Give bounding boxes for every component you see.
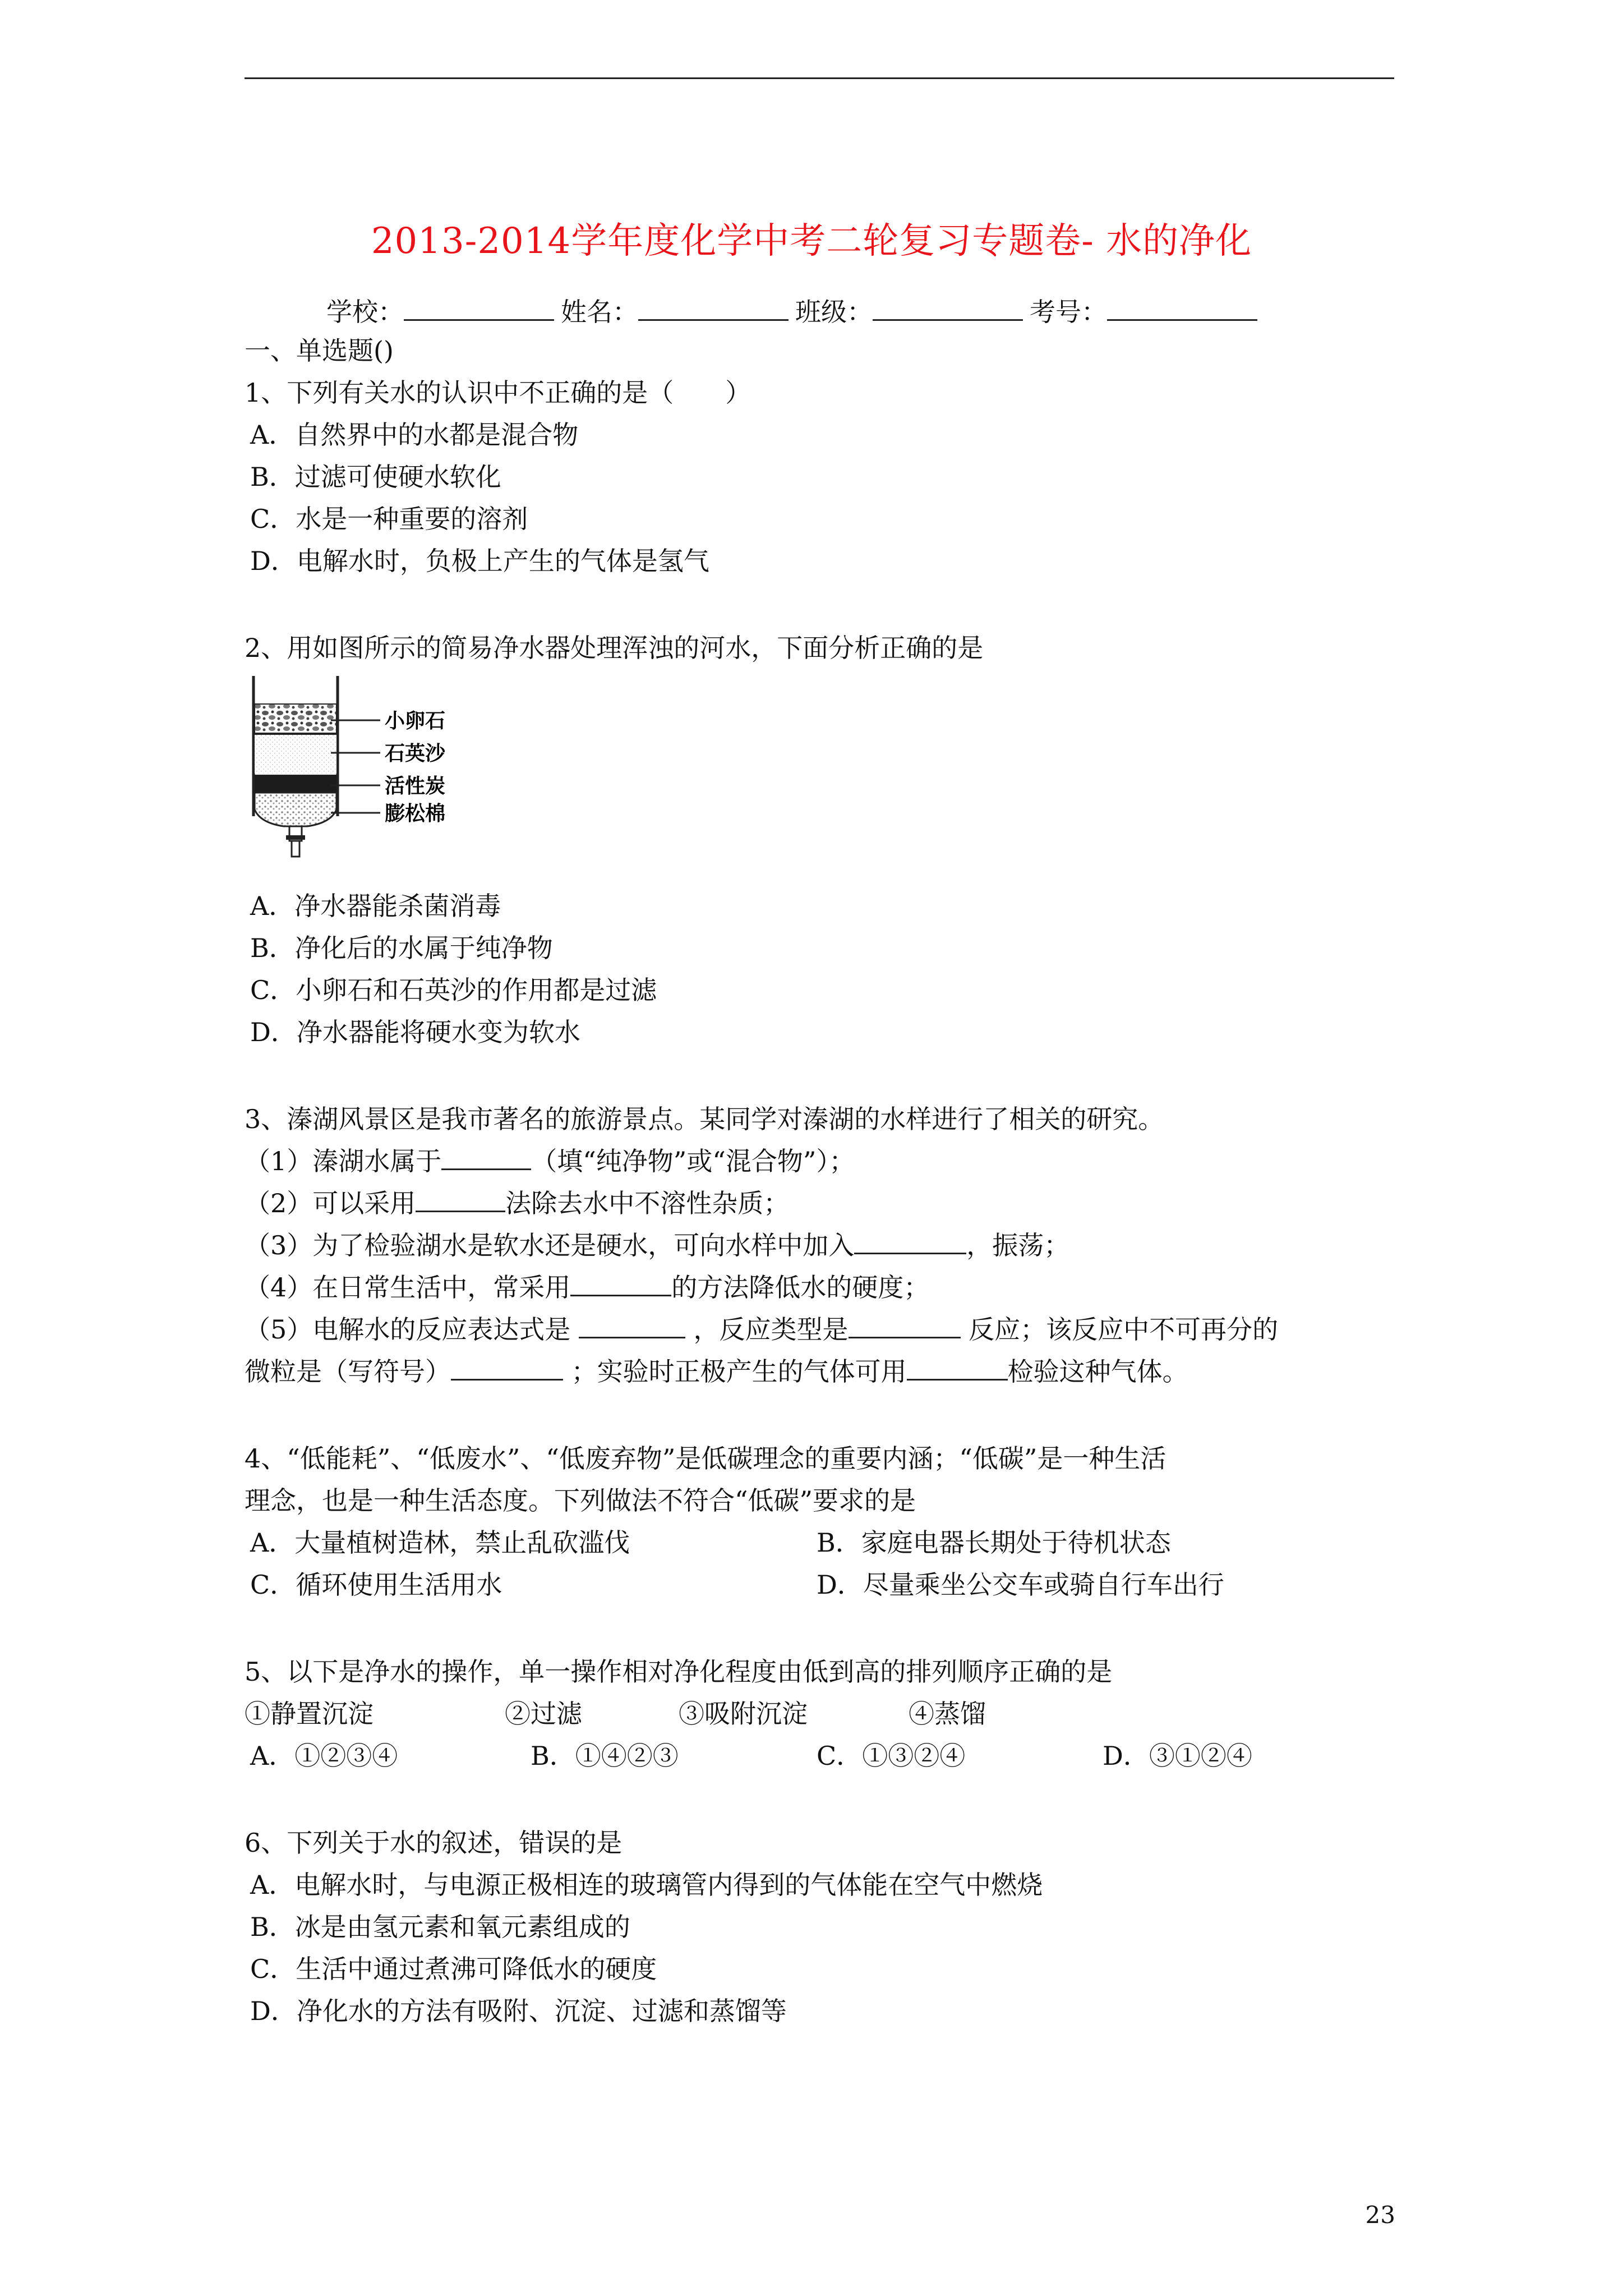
- q3-blank-8[interactable]: [907, 1359, 1008, 1381]
- q5-step-3: ③吸附沉淀: [679, 1699, 808, 1729]
- exam-no-label: 考号：: [1030, 297, 1107, 327]
- school-blank[interactable]: [404, 298, 554, 321]
- q3-blank-3[interactable]: [854, 1232, 966, 1254]
- label-pebbles: 小卵石: [385, 709, 446, 733]
- q3-blank-6[interactable]: [849, 1317, 961, 1338]
- exam-no-blank[interactable]: [1107, 298, 1257, 321]
- q4-option-a: A．大量植树造林，禁止乱砍滥伐: [250, 1527, 630, 1558]
- q6-option-c: C．生活中通过煮沸可降低水的硬度: [250, 1954, 657, 1984]
- q3-stem: 3、溱湖风景区是我市著名的旅游景点。某同学对溱湖的水样进行了相关的研究。: [245, 1104, 1164, 1134]
- q5-option-b: B．①④②③: [531, 1741, 679, 1771]
- q6-option-d: D．净化水的方法有吸附、沉淀、过滤和蒸馏等: [250, 1996, 787, 2026]
- q3-blank-5[interactable]: [579, 1317, 685, 1338]
- q2-option-b: B．净化后的水属于纯净物: [250, 933, 553, 963]
- q1-option-d: D．电解水时，负极上产生的气体是氢气: [250, 546, 709, 576]
- q4-stem-line-1: 4、“低能耗”、“低废水”、“低废弃物”是低碳理念的重要内涵；“低碳”是一种生活: [245, 1443, 1166, 1474]
- water-filter-figure: [247, 676, 482, 878]
- q4-option-d: D．尽量乘坐公交车或骑自行车出行: [817, 1570, 1224, 1600]
- q4-stem-line-2: 理念，也是一种生活态度。下列做法不符合“低碳”要求的是: [245, 1485, 916, 1516]
- q2-option-a: A．净水器能杀菌消毒: [250, 891, 501, 921]
- q5-step-2: ②过滤: [505, 1699, 582, 1729]
- label-quartz-sand: 石英沙: [385, 742, 446, 765]
- section-heading: 一、单选题(): [245, 335, 394, 366]
- class-blank[interactable]: [873, 298, 1023, 321]
- school-label: 学校：: [326, 297, 404, 327]
- q3-part-2: （2）可以采用 法除去水中不溶性杂质；: [245, 1188, 790, 1218]
- q3-part-1: （1）溱湖水属于 （填“纯净物”或“混合物”）；: [245, 1146, 855, 1176]
- q5-option-a: A．①②③④: [250, 1741, 398, 1771]
- name-blank[interactable]: [638, 298, 789, 321]
- q4-option-b: B．家庭电器长期处于待机状态: [817, 1527, 1171, 1558]
- q3-part-4: （4）在日常生活中，常采用 的方法降低水的硬度；: [245, 1272, 930, 1303]
- page-title: 2013-2014学年度化学中考二轮复习专题卷- 水的净化: [371, 220, 1252, 262]
- q3-part-3: （3）为了检验湖水是软水还是硬水，可向水样中加入 ，振荡；: [245, 1230, 1070, 1260]
- q3-blank-4[interactable]: [570, 1274, 671, 1296]
- q5-option-d: D．③①②④: [1103, 1741, 1252, 1771]
- q6-option-b: B．冰是由氢元素和氧元素组成的: [250, 1912, 630, 1942]
- q6-stem: 6、下列关于水的叙述，错误的是: [245, 1828, 623, 1858]
- student-info-row: [326, 292, 1264, 329]
- q6-option-a: A．电解水时，与电源正极相连的玻璃管内得到的气体能在空气中燃烧: [250, 1870, 1043, 1900]
- q3-blank-7[interactable]: [451, 1359, 563, 1381]
- q5-step-4: ④蒸馏: [909, 1699, 986, 1729]
- page-number: 23: [1365, 2201, 1395, 2229]
- q4-option-c: C．循环使用生活用水: [250, 1570, 502, 1600]
- filter-column: [253, 676, 338, 857]
- q3-blank-1[interactable]: [441, 1148, 531, 1170]
- class-label: 班级：: [795, 297, 873, 327]
- label-cotton: 膨松棉: [385, 802, 446, 825]
- q2-option-d: D．净水器能将硬水变为软水: [250, 1017, 580, 1047]
- q1-option-b: B．过滤可使硬水软化: [250, 462, 501, 492]
- q5-option-c: C．①③②④: [817, 1741, 966, 1771]
- q3-blank-2[interactable]: [416, 1190, 505, 1212]
- q1-option-a: A．自然界中的水都是混合物: [250, 420, 579, 450]
- header-rule: [245, 77, 1394, 79]
- name-label: 姓名：: [561, 297, 638, 327]
- q1-option-c: C．水是一种重要的溶剂: [250, 504, 528, 534]
- q5-stem: 5、以下是净水的操作，单一操作相对净化程度由低到高的排列顺序正确的是: [245, 1657, 1113, 1687]
- q2-stem: 2、用如图所示的简易净水器处理浑浊的河水，下面分析正确的是: [245, 633, 984, 663]
- label-activated-carbon: 活性炭: [385, 774, 446, 798]
- q3-part-6: 微粒是（写符号） ；实验时正极产生的气体可用 检验这种气体。: [245, 1356, 1188, 1387]
- q5-step-1: ①静置沉淀: [245, 1699, 374, 1729]
- q2-option-c: C．小卵石和石英沙的作用都是过滤: [250, 975, 657, 1005]
- q3-part-5: （5）电解水的反应表达式是 ，反应类型是 反应；该反应中不可再分的: [245, 1314, 1279, 1345]
- q1-stem: 1、下列有关水的认识中不正确的是（ ）: [245, 378, 751, 408]
